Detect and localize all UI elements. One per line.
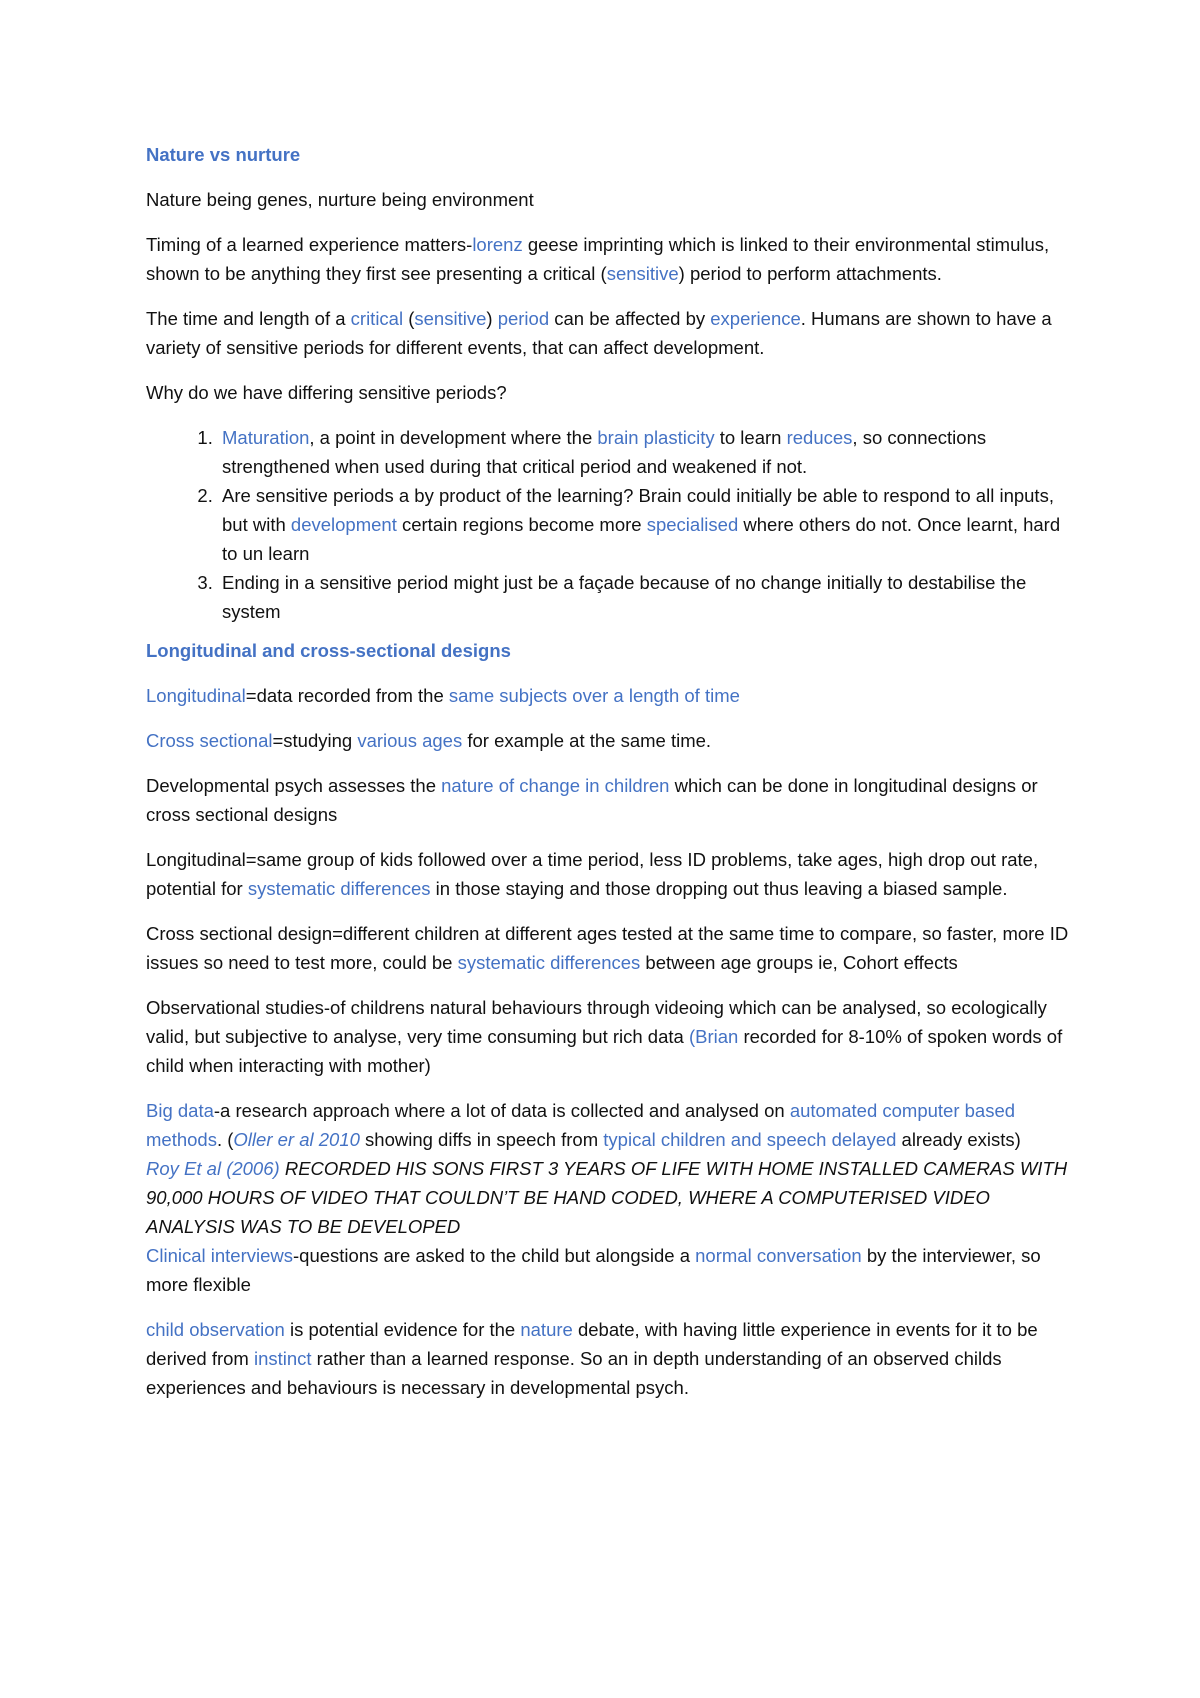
paragraph-longitudinal-detail: Longitudinal=same group of kids followed over a time period, less ID problems, take ages, high drop out rate, potential for systematic differences in those staying and those dropping out thus leaving a biased sample. (146, 849, 1039, 899)
list-item: 3. Ending in a sensitive period might just be a façade because of no change initially to destabilise the system (218, 568, 1076, 626)
highlight-typical-children: typical children and speech delayed (603, 1129, 897, 1150)
highlight-brian: (Brian (688, 1026, 739, 1047)
paragraph-timing: Timing of a learned experience matters-lorenz geese imprinting which is linked to their environmental stimulus, shown to be anything they first see presenting a critical (sensitive) period to perform attachments. (146, 234, 1050, 284)
highlight-same-subjects: same subjects over a length of time (448, 685, 740, 706)
document-body (146, 140, 1076, 1418)
highlight-normal-conversation: normal conversation (695, 1245, 862, 1266)
highlight-specialised: specialised (646, 514, 739, 535)
highlight-automated-methods: automated computer based methods (146, 1100, 1016, 1150)
citation-roy: Roy Et al (2006) (146, 1158, 280, 1179)
highlight-instinct: instinct (253, 1348, 312, 1369)
highlight-experience: experience (710, 308, 801, 329)
highlight-critical: critical (350, 308, 404, 329)
paragraph-cross-sectional-detail: Cross sectional design=different children at different ages tested at the same time to compare, so faster, more ID issues so need to test more, could be systematic differences between age groups ie, Cohort effects (146, 923, 1069, 973)
paragraph-cross-sectional-def: Cross sectional=studying various ages for example at the same time. (146, 730, 712, 751)
highlight-nature-of-change: nature of change in children (441, 775, 670, 796)
paragraph-question: Why do we have differing sensitive periods? (146, 382, 507, 403)
heading-nature-vs-nurture: Nature vs nurture (146, 144, 301, 165)
paragraph-longitudinal-def: Longitudinal=data recorded from the same subjects over a length of time (146, 685, 740, 706)
paragraph-clinical-interviews: Clinical interviews-questions are asked to the child but alongside a normal conversation by the interviewer, so more flexible (146, 1245, 1041, 1295)
paragraph-time-length: The time and length of a critical (sensitive) period can be affected by experience. Humans are shown to have a variety of sensitive periods for different events, that can affect development. (146, 308, 1052, 358)
list-item: 1. Maturation, a point in development where the brain plasticity to learn reduces, so connections strengthened when used during that critical period and weakened if not. (218, 423, 1076, 481)
highlight-nature: nature (520, 1319, 573, 1340)
highlight-development: development (290, 514, 397, 535)
paragraph-nature-genes: Nature being genes, nurture being environment (146, 189, 534, 210)
paragraph-roy: Roy Et al (2006) RECORDED HIS SONS FIRST 3 YEARS OF LIFE WITH HOME INSTALLED CAMERAS WITH 90,000 HOURS OF VIDEO THAT COULDN’T BE HAND CODED, WHERE A COMPUTERISED VIDEO ANALYSIS WAS TO BE DEVELOPED (146, 1158, 1068, 1237)
term-clinical-interviews: Clinical interviews (146, 1245, 294, 1266)
paragraph-observational: Observational studies-of childrens natural behaviours through videoing which can be analysed, so ecologically valid, but subjective to analyse, very time consuming but rich data (Brian recorded for 8-10% of spoken words of child when interacting with mother) (146, 997, 1063, 1076)
paragraph-child-observation: child observation is potential evidence for the nature debate, with having little experience in events for it to be derived from instinct rather than a learned response. So an in depth understanding of an observed childs experiences and behaviours is necessary in developmental psych. (146, 1319, 1038, 1398)
citation-oller: Oller er al 2010 (233, 1129, 360, 1150)
numbered-list (146, 423, 1076, 626)
highlight-reduces: reduces (786, 427, 853, 448)
term-cross-sectional: Cross sectional (146, 730, 273, 751)
term-longitudinal: Longitudinal (146, 685, 246, 706)
highlight-maturation: Maturation (222, 427, 310, 448)
highlight-lorenz: lorenz (472, 234, 523, 255)
highlight-various-ages: various ages (357, 730, 463, 751)
highlight-systematic-differences: systematic differences (457, 952, 641, 973)
paragraph-big-data: Big data-a research approach where a lot of data is collected and analysed on automated computer based methods. (Oller er al 2010 showing diffs in speech from typical children and speech delayed already exists) (146, 1100, 1021, 1150)
paragraph-developmental-psych: Developmental psych assesses the nature of change in children which can be done in longitudinal designs or cross sectional designs (146, 775, 1038, 825)
term-child-observation: child observation (146, 1319, 285, 1340)
highlight-period: period (497, 308, 550, 329)
term-big-data: Big data (146, 1100, 214, 1121)
highlight-sensitive: sensitive (606, 263, 679, 284)
highlight-systematic-differences: systematic differences (247, 878, 431, 899)
highlight-brain-plasticity: brain plasticity (597, 427, 715, 448)
list-item: 2. Are sensitive periods a by product of the learning? Brain could initially be able to respond to all inputs, but with development certain regions become more specialised where others do not. Once learnt, hard to un learn (218, 481, 1076, 568)
heading-longitudinal-designs: Longitudinal and cross-sectional designs (146, 640, 511, 661)
highlight-sensitive: sensitive (414, 308, 487, 329)
